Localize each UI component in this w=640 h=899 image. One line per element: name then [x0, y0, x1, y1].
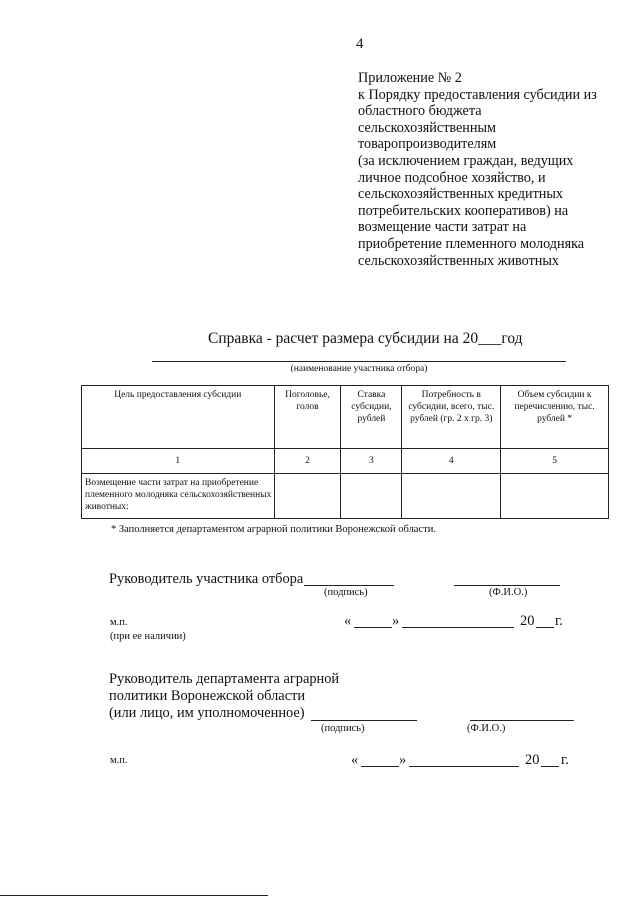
table-header-cell: Объем субсидии к перечислению, тыс. рублей *	[501, 386, 609, 449]
date-open-quote: «	[344, 613, 352, 629]
appendix-line: областного бюджета	[358, 103, 482, 120]
table-header-row	[82, 386, 609, 449]
table-header-cell: Цель предоставления субсидии	[82, 386, 275, 449]
participant-head-label: Руководитель участника отбора	[109, 571, 304, 587]
appendix-line: сельскохозяйственных кредитных	[358, 186, 563, 203]
appendix-line: товаропроизводителям	[358, 136, 497, 153]
table-header-cell: Потребность в субсидии, всего, тыс. рублей (гр. 2 х гр. 3)	[402, 386, 501, 449]
table-cell-need	[402, 474, 501, 519]
table-cell-amount	[501, 474, 609, 519]
name-caption: (Ф.И.О.)	[489, 587, 528, 598]
appendix-line: Приложение № 2	[358, 70, 462, 86]
day-line	[361, 766, 399, 767]
appendix-line: приобретение племенного молодняка	[358, 235, 585, 252]
date-year: 20	[525, 752, 540, 768]
participant-name-line	[152, 361, 566, 362]
table-cell-purpose: Возмещение части затрат на приобретение племенного молодняка сельскохозяйственных животных:	[82, 474, 275, 519]
column-number: 2	[274, 449, 341, 474]
date-close-quote: »	[399, 752, 407, 768]
month-line	[409, 766, 519, 767]
table-row	[82, 474, 609, 519]
year-line	[536, 627, 554, 628]
appendix-line: к Порядку предоставления субсидии из	[358, 86, 597, 103]
appendix-line: личное подсобное хозяйство, и	[358, 169, 546, 186]
table-cell-headcount	[274, 474, 341, 519]
date-year: 20	[520, 613, 535, 629]
date-suffix: г.	[561, 752, 569, 768]
year-line	[541, 766, 559, 767]
stamp-note: (при ее наличии)	[110, 631, 186, 642]
table-cell-rate	[341, 474, 402, 519]
appendix-line: потребительских кооперативов) на	[358, 202, 569, 219]
signature-caption: (подпись)	[321, 723, 365, 734]
stamp-label: м.п.	[110, 755, 128, 766]
column-number: 5	[501, 449, 609, 474]
table-header-cell: Ставка субсидии, рублей	[341, 386, 402, 449]
stamp-label: м.п.	[110, 617, 128, 628]
appendix-line: возмещение части затрат на	[358, 219, 527, 236]
month-line	[402, 627, 514, 628]
column-number: 4	[402, 449, 501, 474]
form-title: Справка - расчет размера субсидии на 20___год	[208, 330, 523, 347]
table-header-cell: Поголовье, голов	[274, 386, 341, 449]
signature-caption: (подпись)	[324, 587, 368, 598]
signature-line	[311, 720, 417, 721]
appendix-line: сельскохозяйственным	[358, 119, 497, 136]
appendix-header	[358, 70, 628, 269]
department-head-label-line: (или лицо, им уполномоченное)	[109, 705, 305, 721]
department-head-label-line: политики Воронежской области	[109, 688, 306, 704]
table-number-row	[82, 449, 609, 474]
date-suffix: г.	[555, 613, 563, 629]
name-caption: (Ф.И.О.)	[467, 723, 506, 734]
column-number: 3	[341, 449, 402, 474]
date-open-quote: «	[351, 752, 359, 768]
subsidy-table	[81, 385, 609, 519]
date-close-quote: »	[392, 613, 400, 629]
footnote: * Заполняется департаментом аграрной политики Воронежской области.	[111, 524, 436, 535]
signature-line	[304, 585, 394, 586]
participant-name-caption: (наименование участника отбора)	[290, 364, 428, 374]
column-number: 1	[82, 449, 275, 474]
name-line	[470, 720, 574, 721]
appendix-line: (за исключением граждан, ведущих	[358, 152, 574, 169]
day-line	[354, 627, 392, 628]
footer-rule	[0, 895, 268, 896]
page-number: 4	[356, 36, 364, 52]
department-head-label-line: Руководитель департамента аграрной	[109, 671, 340, 687]
appendix-line: сельскохозяйственных животных	[358, 252, 559, 269]
name-line	[454, 585, 560, 586]
